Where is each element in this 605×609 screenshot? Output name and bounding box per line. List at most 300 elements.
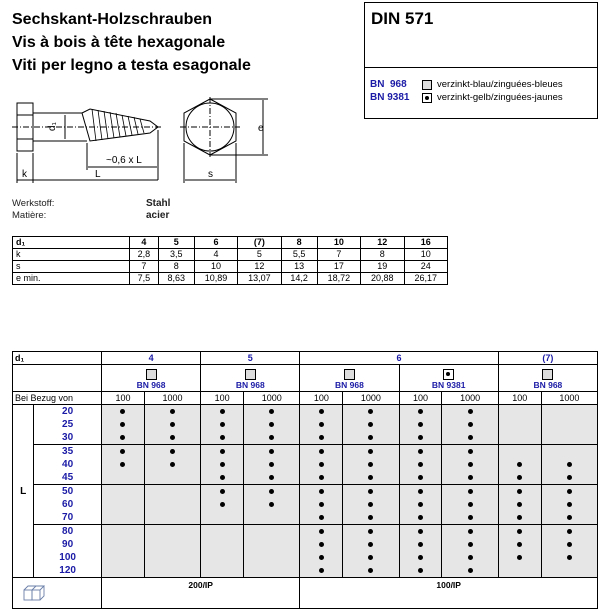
availability-slot — [244, 445, 299, 458]
availability-cell — [102, 445, 145, 485]
quantity-header: 100 — [399, 392, 442, 405]
availability-slot — [300, 511, 342, 524]
availability-slot — [201, 471, 243, 484]
availability-slot — [400, 498, 442, 511]
available-dot-icon — [567, 555, 572, 560]
available-dot-icon — [567, 515, 572, 520]
availability-cell — [300, 445, 343, 485]
quantity-header: 1000 — [343, 392, 399, 405]
availability-slot — [542, 471, 597, 484]
availability-cell — [498, 485, 541, 525]
variant-code: BN 968 — [235, 380, 265, 390]
availability-slot — [343, 418, 398, 431]
availability-cell — [541, 445, 597, 485]
availability-cell — [399, 485, 442, 525]
availability-cell — [102, 485, 145, 525]
dimension-value: 8,63 — [158, 273, 194, 285]
availability-slot — [201, 525, 243, 538]
available-dot-icon — [418, 568, 423, 573]
availability-cell — [541, 405, 597, 445]
packaging-row — [13, 578, 598, 609]
row-label: e min. — [13, 273, 130, 285]
variant-cell — [300, 365, 399, 392]
availability-cell — [244, 405, 300, 445]
availability-cell — [201, 405, 244, 445]
availability-slot — [201, 418, 243, 431]
availability-slot — [300, 445, 342, 458]
availability-slot — [244, 564, 299, 577]
availability-slot — [400, 564, 442, 577]
available-dot-icon — [418, 422, 423, 427]
availability-slot — [300, 564, 342, 577]
length-value: 90 — [62, 539, 74, 550]
availability-slot — [102, 405, 144, 418]
availability-cell — [244, 525, 300, 578]
availability-slot — [499, 551, 541, 564]
available-dot-icon — [120, 462, 125, 467]
legend-finish: verzinkt-blau/zinguées-bleues — [437, 79, 563, 90]
availability-slot — [201, 511, 243, 524]
available-dot-icon — [517, 475, 522, 480]
available-dot-icon — [120, 422, 125, 427]
s-label: s — [208, 169, 213, 180]
availability-slot — [499, 431, 541, 444]
availability-slot — [343, 405, 398, 418]
availability-cell — [144, 485, 200, 525]
availability-slot — [442, 551, 497, 564]
availability-slot — [102, 538, 144, 551]
available-dot-icon — [418, 409, 423, 414]
variant-cell — [399, 365, 498, 392]
available-dot-icon — [220, 422, 225, 427]
diameter-header: 4 — [130, 237, 159, 249]
availability-slot — [102, 564, 144, 577]
availability-slot — [201, 445, 243, 458]
availability-slot — [300, 431, 342, 444]
available-dot-icon — [319, 435, 324, 440]
available-dot-icon — [368, 422, 373, 427]
available-dot-icon — [368, 568, 373, 573]
availability-slot — [102, 445, 144, 458]
dimension-value: 12 — [238, 261, 281, 273]
availability-slot — [145, 538, 200, 551]
available-dot-icon — [220, 475, 225, 480]
availability-slot — [442, 405, 497, 418]
availability-cell — [201, 525, 244, 578]
dimensions-row — [13, 261, 448, 273]
standard-number: DIN 571 — [365, 3, 597, 68]
available-dot-icon — [170, 435, 175, 440]
material-label-fr: Matière: — [12, 210, 47, 221]
variant-code: BN 9381 — [431, 380, 466, 390]
available-dot-icon — [418, 529, 423, 534]
dimension-value: 2,8 — [130, 249, 159, 261]
availability-slot — [343, 525, 398, 538]
plain-square-icon — [146, 369, 157, 380]
availability-slot — [300, 485, 342, 498]
availability-cell — [343, 445, 399, 485]
available-dot-icon — [517, 489, 522, 494]
availability-cell — [442, 445, 498, 485]
availability-slot — [400, 511, 442, 524]
availability-slot — [542, 551, 597, 564]
availability-cell — [541, 485, 597, 525]
available-dot-icon — [517, 462, 522, 467]
legend-item — [370, 91, 597, 104]
length-value: 30 — [62, 432, 74, 443]
d1-header: d₁ — [13, 352, 102, 365]
availability-cell — [399, 445, 442, 485]
available-dot-icon — [269, 462, 274, 467]
availability-slot — [201, 498, 243, 511]
quantity-row — [13, 392, 598, 405]
availability-slot — [442, 538, 497, 551]
availability-slot — [442, 431, 497, 444]
dimension-value: 10,89 — [194, 273, 237, 285]
availability-cell — [201, 485, 244, 525]
available-dot-icon — [170, 409, 175, 414]
title-block — [12, 8, 251, 77]
available-dot-icon — [567, 502, 572, 507]
available-dot-icon — [319, 542, 324, 547]
dimension-value: 4 — [194, 249, 237, 261]
availability-slot — [343, 511, 398, 524]
availability-slot — [102, 551, 144, 564]
length-values — [34, 485, 102, 525]
available-dot-icon — [368, 515, 373, 520]
available-dot-icon — [319, 462, 324, 467]
available-dot-icon — [368, 542, 373, 547]
availability-slot — [300, 471, 342, 484]
available-dot-icon — [368, 475, 373, 480]
available-dot-icon — [170, 449, 175, 454]
availability-slot — [145, 458, 200, 471]
availability-slot — [201, 431, 243, 444]
length-value: 100 — [59, 552, 76, 563]
available-dot-icon — [319, 489, 324, 494]
box-package-icon — [23, 585, 47, 601]
available-dot-icon — [418, 555, 423, 560]
l-label: L — [95, 169, 101, 180]
d1-header: d₁ — [13, 237, 130, 249]
packaging-quantity: 200/IP — [102, 578, 300, 609]
availability-slot — [499, 525, 541, 538]
availability-slot — [300, 538, 342, 551]
availability-slot — [145, 445, 200, 458]
availability-slot — [442, 458, 497, 471]
available-dot-icon — [468, 409, 473, 414]
diameter-group-header: 6 — [300, 352, 498, 365]
finish-legend — [365, 68, 597, 104]
available-dot-icon — [517, 515, 522, 520]
availability-cell — [201, 445, 244, 485]
available-dot-icon — [220, 435, 225, 440]
availability-table — [12, 351, 598, 609]
dimension-value: 26,17 — [404, 273, 448, 285]
diameter-header: (7) — [238, 237, 281, 249]
e-label: e — [258, 123, 264, 134]
available-dot-icon — [269, 435, 274, 440]
availability-slot — [442, 564, 497, 577]
availability-slot — [300, 458, 342, 471]
availability-slot — [343, 431, 398, 444]
availability-slot — [244, 431, 299, 444]
plain-square-icon — [542, 369, 553, 380]
availability-slot — [542, 564, 597, 577]
availability-slot — [300, 525, 342, 538]
availability-cell — [399, 525, 442, 578]
variant-row — [13, 365, 598, 392]
availability-slot — [102, 471, 144, 484]
availability-slot — [343, 458, 398, 471]
quantity-header: 1000 — [244, 392, 300, 405]
availability-slot — [201, 551, 243, 564]
available-dot-icon — [468, 502, 473, 507]
available-dot-icon — [468, 515, 473, 520]
diameter-header: 5 — [158, 237, 194, 249]
available-dot-icon — [319, 409, 324, 414]
dimension-value: 24 — [404, 261, 448, 273]
availability-slot — [102, 431, 144, 444]
quantity-header: 100 — [102, 392, 145, 405]
availability-slot — [499, 498, 541, 511]
availability-slot — [244, 498, 299, 511]
dot-square-icon — [422, 93, 432, 103]
availability-slot — [244, 418, 299, 431]
quantity-header: 100 — [300, 392, 343, 405]
length-block-row — [13, 485, 598, 525]
length-value: 35 — [62, 446, 74, 457]
available-dot-icon — [170, 462, 175, 467]
available-dot-icon — [468, 462, 473, 467]
available-dot-icon — [468, 449, 473, 454]
availability-slot — [102, 458, 144, 471]
availability-slot — [201, 458, 243, 471]
availability-slot — [400, 471, 442, 484]
variant-code: BN 968 — [335, 380, 364, 390]
available-dot-icon — [468, 529, 473, 534]
available-dot-icon — [269, 502, 274, 507]
packaging-quantity: 100/IP — [300, 578, 598, 609]
availability-slot — [442, 525, 497, 538]
variant-code: BN 968 — [533, 380, 563, 390]
availability-slot — [442, 418, 497, 431]
available-dot-icon — [468, 422, 473, 427]
availability-slot — [102, 511, 144, 524]
available-dot-icon — [319, 555, 324, 560]
available-dot-icon — [567, 489, 572, 494]
available-dot-icon — [319, 449, 324, 454]
title-german: Sechskant-Holzschrauben — [12, 11, 213, 28]
availability-slot — [343, 498, 398, 511]
available-dot-icon — [368, 409, 373, 414]
availability-slot — [499, 538, 541, 551]
material-value-de: Stahl — [146, 198, 171, 209]
availability-slot — [343, 551, 398, 564]
available-dot-icon — [418, 449, 423, 454]
available-dot-icon — [269, 489, 274, 494]
available-dot-icon — [517, 555, 522, 560]
diameter-group-header: (7) — [498, 352, 597, 365]
availability-slot — [244, 511, 299, 524]
legend-code: BN 9381 — [370, 92, 410, 103]
availability-slot — [499, 564, 541, 577]
availability-slot — [499, 405, 541, 418]
length-block-row — [13, 405, 598, 445]
availability-slot — [300, 498, 342, 511]
length-values — [34, 525, 102, 578]
title-french: Vis à bois à tête hexagonale — [12, 34, 226, 51]
variant-cell — [498, 365, 597, 392]
availability-slot — [400, 418, 442, 431]
available-dot-icon — [368, 529, 373, 534]
availability-slot — [499, 418, 541, 431]
available-dot-icon — [120, 435, 125, 440]
available-dot-icon — [567, 462, 572, 467]
dimensions-row — [13, 273, 448, 285]
availability-slot — [244, 538, 299, 551]
standard-box — [364, 2, 598, 119]
availability-cell — [498, 445, 541, 485]
d1-label: d₁ — [47, 122, 58, 131]
dimension-value: 13 — [281, 261, 317, 273]
diameter-header: 8 — [281, 237, 317, 249]
availability-slot — [102, 525, 144, 538]
dimension-value: 5 — [238, 249, 281, 261]
availability-slot — [244, 405, 299, 418]
availability-slot — [499, 445, 541, 458]
availability-cell — [343, 405, 399, 445]
available-dot-icon — [220, 449, 225, 454]
plain-square-icon — [245, 369, 256, 380]
available-dot-icon — [319, 422, 324, 427]
availability-cell — [498, 405, 541, 445]
empty-cell — [13, 365, 102, 392]
d1-row — [13, 352, 598, 365]
available-dot-icon — [468, 489, 473, 494]
available-dot-icon — [319, 502, 324, 507]
length-axis-label: L — [13, 405, 34, 578]
availability-slot — [201, 538, 243, 551]
dimension-value: 19 — [361, 261, 404, 273]
length-value: 60 — [62, 499, 74, 510]
availability-slot — [400, 551, 442, 564]
length-block-row — [13, 445, 598, 485]
availability-cell — [442, 525, 498, 578]
availability-cell — [399, 405, 442, 445]
availability-slot — [102, 418, 144, 431]
availability-slot — [102, 485, 144, 498]
available-dot-icon — [418, 475, 423, 480]
dimension-value: 10 — [194, 261, 237, 273]
available-dot-icon — [220, 489, 225, 494]
dimension-value: 14,2 — [281, 273, 317, 285]
availability-cell — [300, 405, 343, 445]
availability-slot — [442, 485, 497, 498]
quantity-header: 100 — [201, 392, 244, 405]
quantity-header: 100 — [498, 392, 541, 405]
availability-slot — [542, 498, 597, 511]
availability-slot — [400, 445, 442, 458]
available-dot-icon — [220, 409, 225, 414]
availability-slot — [442, 445, 497, 458]
dimension-value: 7,5 — [130, 273, 159, 285]
availability-slot — [145, 525, 200, 538]
length-value: 25 — [62, 419, 74, 430]
available-dot-icon — [418, 542, 423, 547]
available-dot-icon — [368, 502, 373, 507]
availability-slot — [145, 551, 200, 564]
material-value-fr: acier — [146, 210, 170, 221]
quantity-label: Bei Bezug von — [13, 392, 102, 405]
availability-slot — [542, 538, 597, 551]
available-dot-icon — [517, 542, 522, 547]
availability-slot — [343, 445, 398, 458]
available-dot-icon — [319, 568, 324, 573]
legend-item — [370, 78, 597, 91]
availability-slot — [400, 405, 442, 418]
dimension-value: 13,07 — [238, 273, 281, 285]
available-dot-icon — [418, 462, 423, 467]
quantity-header: 1000 — [144, 392, 200, 405]
dimension-value: 7 — [317, 249, 360, 261]
row-label: s — [13, 261, 130, 273]
availability-slot — [442, 511, 497, 524]
availability-slot — [400, 431, 442, 444]
availability-slot — [542, 418, 597, 431]
available-dot-icon — [368, 555, 373, 560]
dimensions-row — [13, 249, 448, 261]
availability-slot — [400, 485, 442, 498]
availability-slot — [343, 471, 398, 484]
available-dot-icon — [269, 475, 274, 480]
availability-cell — [102, 405, 145, 445]
length-values — [34, 405, 102, 445]
availability-slot — [542, 458, 597, 471]
available-dot-icon — [418, 502, 423, 507]
available-dot-icon — [567, 542, 572, 547]
availability-slot — [400, 538, 442, 551]
availability-cell — [442, 405, 498, 445]
dimension-value: 20,88 — [361, 273, 404, 285]
available-dot-icon — [468, 555, 473, 560]
available-dot-icon — [269, 422, 274, 427]
availability-slot — [145, 485, 200, 498]
available-dot-icon — [368, 462, 373, 467]
k-label: k — [22, 169, 27, 180]
availability-slot — [300, 551, 342, 564]
available-dot-icon — [368, 449, 373, 454]
diameter-header: 6 — [194, 237, 237, 249]
dimension-value: 3,5 — [158, 249, 194, 261]
availability-slot — [145, 498, 200, 511]
availability-slot — [145, 471, 200, 484]
availability-cell — [541, 525, 597, 578]
available-dot-icon — [418, 435, 423, 440]
available-dot-icon — [567, 475, 572, 480]
available-dot-icon — [269, 409, 274, 414]
availability-slot — [542, 431, 597, 444]
dimension-value: 8 — [158, 261, 194, 273]
availability-slot — [145, 431, 200, 444]
available-dot-icon — [220, 462, 225, 467]
available-dot-icon — [269, 449, 274, 454]
available-dot-icon — [120, 449, 125, 454]
availability-slot — [300, 418, 342, 431]
availability-slot — [145, 564, 200, 577]
availability-slot — [102, 498, 144, 511]
legend-code: BN 968 — [370, 79, 407, 90]
